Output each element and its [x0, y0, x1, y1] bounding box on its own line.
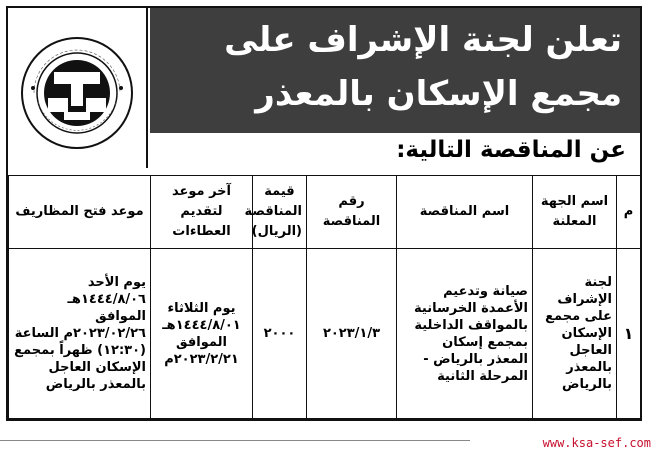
- table-row: [9, 249, 641, 419]
- seal-panel: [8, 8, 148, 168]
- cell-deadline: يوم الثلاثاء ١٤٤٤/٨/٠١هـ الموافق ٢٠٢٣/٢/٢١م: [151, 249, 253, 419]
- cell-entity: لجنة الإشراف على مجمع الإسكان العاجل بالمعذر بالرياض: [533, 249, 617, 419]
- table-header-row: [9, 176, 641, 249]
- tender-subtitle: عن المناقصة التالية:: [396, 137, 626, 163]
- banner-title-line-2: مجمع الإسكان بالمعذر: [255, 74, 622, 114]
- cell-index: ١: [617, 249, 641, 419]
- header-deadline: آخر موعد لتقديم العطاءات: [151, 176, 253, 249]
- header-tender-name: اسم المناقصة: [397, 176, 533, 249]
- header-opening-date: موعد فتح المظاريف: [9, 176, 151, 249]
- header-tender-value: قيمة المناقصة (الريال): [253, 176, 307, 249]
- header-tender-number: رقم المناقصة: [307, 176, 397, 249]
- tender-table: [8, 175, 641, 419]
- cell-opening-date: يوم الأحد ١٤٤٤/٨/٠٦هـ الموافق ٢٠٢٣/٠٢/٢٦م الساعة (١٢:٣٠) ظهراً بمجمع الإسكان العاجل بالمعذر بالرياض: [9, 249, 151, 419]
- source-url: www.ksa-sef.com: [542, 436, 651, 450]
- announcement-header: [8, 8, 640, 168]
- cell-tender-number: ٢٠٢٣/١/٣: [307, 249, 397, 419]
- cell-tender-value: ٢٠٠٠: [253, 249, 307, 419]
- fund-seal-logo: [20, 36, 134, 150]
- cell-tender-name: صيانة وتدعيم الأعمدة الخرسانية بالمواقف الداخلية بمجمع إسكان المعذر بالرياض - المرحلة الثانية: [397, 249, 533, 419]
- header-index: م: [617, 176, 641, 249]
- header-entity: اسم الجهة المعلنة: [533, 176, 617, 249]
- title-banner: [150, 8, 640, 133]
- footer-divider: [0, 440, 470, 441]
- banner-title-line-1: تعلن لجنة الإشراف على: [224, 20, 622, 60]
